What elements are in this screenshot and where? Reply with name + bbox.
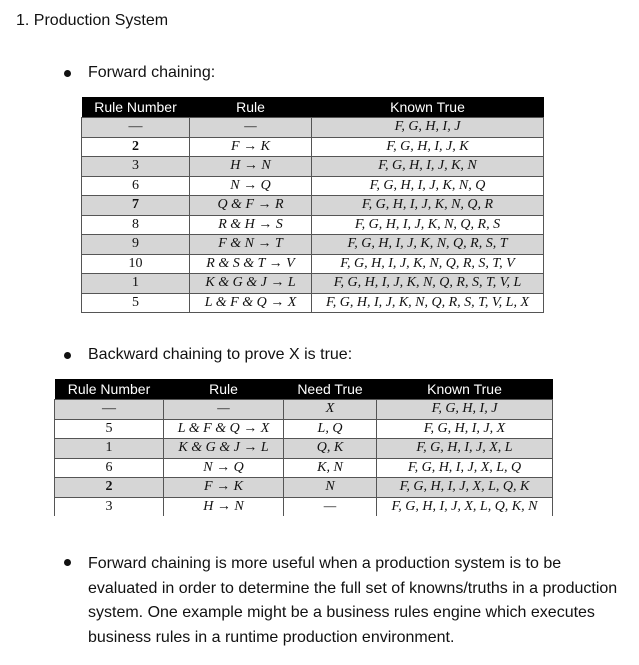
table-header-row <box>82 97 544 118</box>
table-cell: F, G, H, I, J, K, N, Q, R, S <box>312 215 544 235</box>
table-row <box>82 274 544 294</box>
column-header: Known True <box>312 97 544 118</box>
column-header: Rule Number <box>55 379 164 400</box>
table-row <box>55 419 553 439</box>
table-cell: F, G, H, I, J <box>312 118 544 138</box>
table-cell: R & H → S <box>190 215 312 235</box>
table-cell: X <box>284 400 377 420</box>
table-cell: K, N <box>284 458 377 478</box>
bullet-dot <box>64 70 71 77</box>
section-heading: 1. Production System <box>16 12 169 29</box>
table-row <box>82 137 544 157</box>
table-row <box>55 439 553 459</box>
table-cell: F, G, H, I, J, K, N, Q <box>312 176 544 196</box>
table-cell: 5 <box>82 293 190 313</box>
table-cell: 5 <box>55 419 164 439</box>
table-cell: 2 <box>55 478 164 498</box>
backward-chaining-table <box>54 379 553 516</box>
table-cell: 3 <box>55 497 164 516</box>
table-cell: K & G & J → L <box>190 274 312 294</box>
table-row <box>55 497 553 516</box>
table-cell: 2 <box>82 137 190 157</box>
backward-chaining-label: Backward chaining to prove X is true: <box>88 346 353 363</box>
table-cell: Q, K <box>284 439 377 459</box>
bullet-dot <box>64 559 71 566</box>
column-header: Need True <box>284 379 377 400</box>
bullet-dot <box>64 352 71 359</box>
table-cell: — <box>190 118 312 138</box>
table-cell: F, G, H, I, J, X, L, Q <box>377 458 553 478</box>
table-row <box>82 157 544 177</box>
table-cell: F, G, H, I, J, K, N, Q, R, S, T, V <box>312 254 544 274</box>
table-row <box>82 293 544 313</box>
forward-chaining-label: Forward chaining: <box>88 64 216 81</box>
table-cell: H → N <box>164 497 284 516</box>
conclusion-text: Forward chaining is more useful when a production system is to be evaluated in order to determine the full set of knowns/truths in a production system. One example might be a business rules engine which executes business rules in a runtime production environment. <box>88 555 618 646</box>
column-header: Rule <box>190 97 312 118</box>
table-row <box>82 254 544 274</box>
table-header-row <box>55 379 553 400</box>
table-cell: — <box>284 497 377 516</box>
table-cell: F, G, H, I, J, K <box>312 137 544 157</box>
table-cell: Q & F → R <box>190 196 312 216</box>
table-cell: N <box>284 478 377 498</box>
table-cell: 6 <box>55 458 164 478</box>
table-row <box>82 196 544 216</box>
table-cell: — <box>82 118 190 138</box>
table-row <box>55 400 553 420</box>
table-cell: F, G, H, I, J, X <box>377 419 553 439</box>
table-cell: F → K <box>164 478 284 498</box>
table-cell: F, G, H, I, J <box>377 400 553 420</box>
table-cell: H → N <box>190 157 312 177</box>
table-cell: F, G, H, I, J, K, N, Q, R <box>312 196 544 216</box>
table-cell: F, G, H, I, J, X, L <box>377 439 553 459</box>
table-cell: F & N → T <box>190 235 312 255</box>
table-cell: F → K <box>190 137 312 157</box>
forward-chaining-table <box>81 97 544 313</box>
table-row <box>55 478 553 498</box>
table-row <box>82 215 544 235</box>
table-cell: 9 <box>82 235 190 255</box>
table-cell: — <box>55 400 164 420</box>
table-row <box>82 176 544 196</box>
table-cell: F, G, H, I, J, K, N, Q, R, S, T, V, L <box>312 274 544 294</box>
table-cell: 8 <box>82 215 190 235</box>
table-cell: F, G, H, I, J, K, N <box>312 157 544 177</box>
table-row <box>55 458 553 478</box>
table-cell: F, G, H, I, J, X, L, Q, K, N <box>377 497 553 516</box>
table-cell: F, G, H, I, J, K, N, Q, R, S, T, V, L, X <box>312 293 544 313</box>
table-cell: 1 <box>82 274 190 294</box>
table-cell: N → Q <box>164 458 284 478</box>
table-cell: F, G, H, I, J, K, N, Q, R, S, T <box>312 235 544 255</box>
table-cell: L & F & Q → X <box>190 293 312 313</box>
table-cell: 3 <box>82 157 190 177</box>
table-cell: L, Q <box>284 419 377 439</box>
column-header: Rule Number <box>82 97 190 118</box>
table-cell: 6 <box>82 176 190 196</box>
table-row <box>82 235 544 255</box>
table-cell: 10 <box>82 254 190 274</box>
table-cell: F, G, H, I, J, X, L, Q, K <box>377 478 553 498</box>
table-cell: R & S & T → V <box>190 254 312 274</box>
table-cell: L & F & Q → X <box>164 419 284 439</box>
table-cell: — <box>164 400 284 420</box>
table-row <box>82 118 544 138</box>
column-header: Rule <box>164 379 284 400</box>
table-cell: K & G & J → L <box>164 439 284 459</box>
table-cell: 7 <box>82 196 190 216</box>
table-cell: 1 <box>55 439 164 459</box>
column-header: Known True <box>377 379 553 400</box>
table-cell: N → Q <box>190 176 312 196</box>
